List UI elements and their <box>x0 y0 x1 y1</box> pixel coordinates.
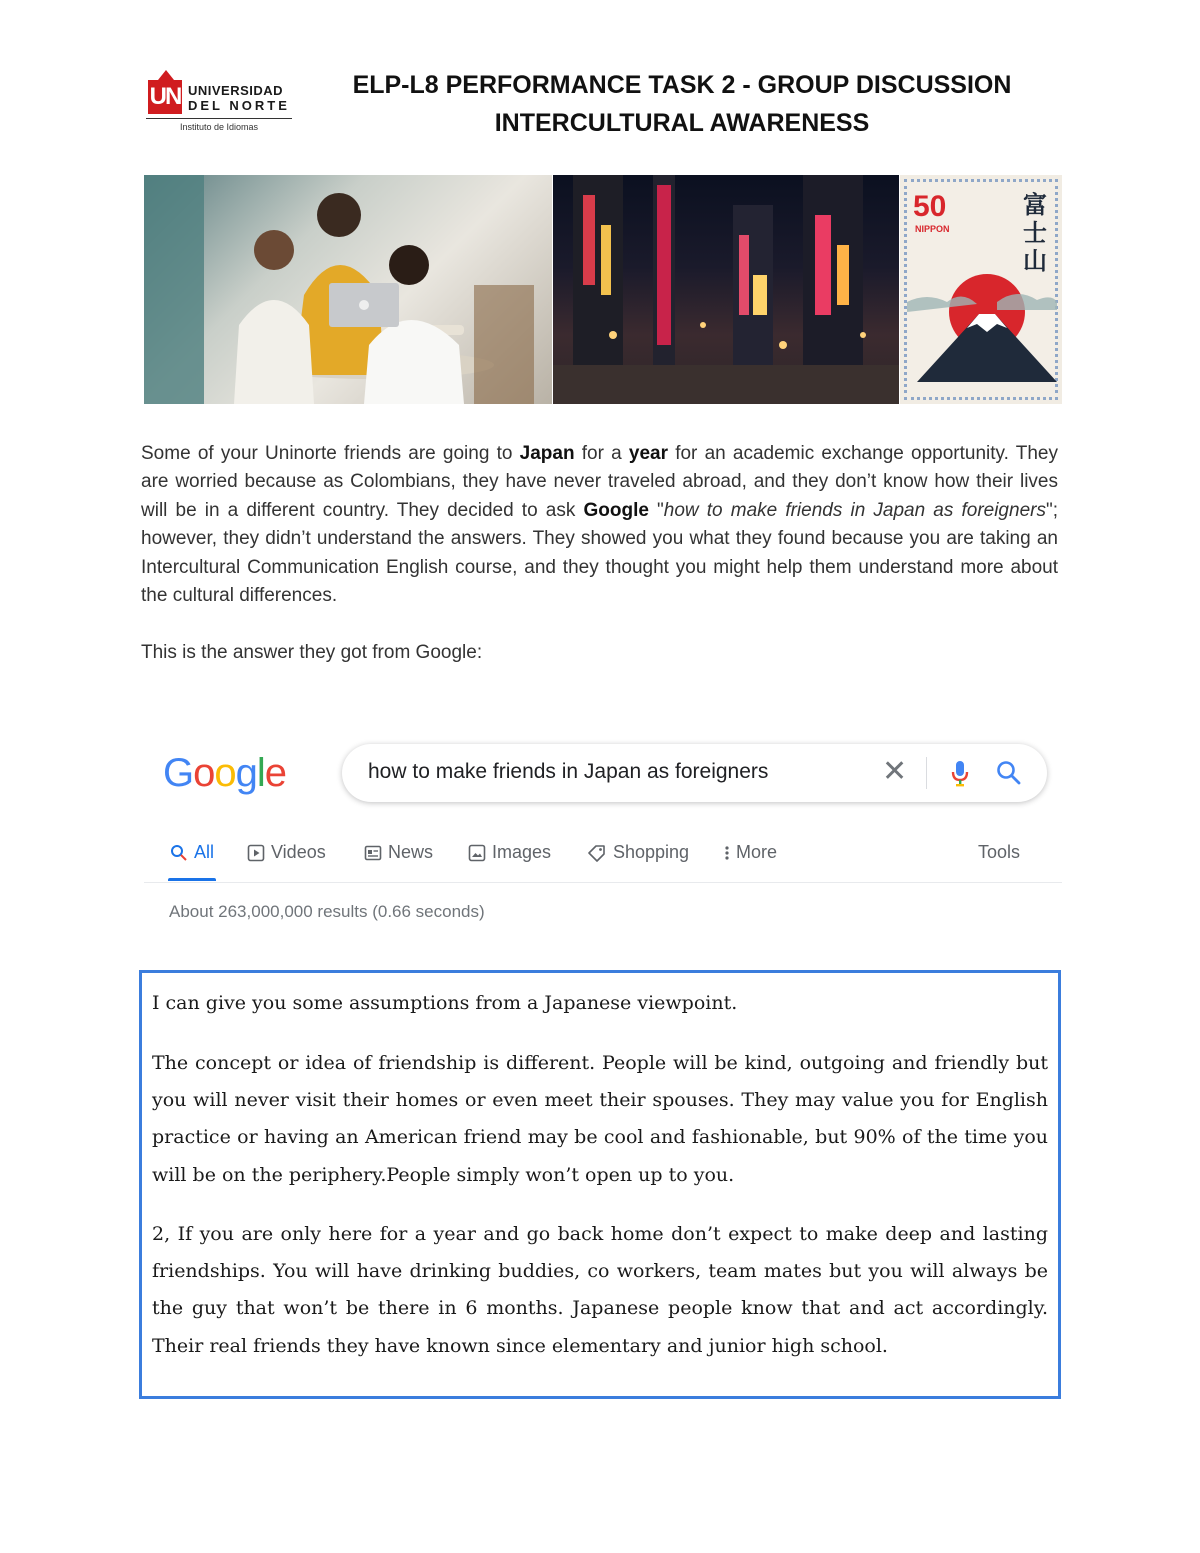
page-title: ELP-L8 PERFORMANCE TASK 2 - GROUP DISCUSSION <box>352 71 1012 99</box>
google-logo[interactable] <box>163 751 286 796</box>
intro-bold-japan: Japan <box>519 443 575 464</box>
tab-news[interactable] <box>364 842 433 863</box>
google-letter-4: g <box>235 751 257 795</box>
answer-paragraph-1: I can give you some assumptions from a Japanese viewpoint. <box>152 992 738 1014</box>
stamp-country: NIPPON <box>915 224 950 234</box>
intro-text-3: for an academic exchange opportunity. They are worried because as Colombians, they have never traveled abroad, and they don’t know how their lives will be in a different country. They decided to ask <box>141 443 1058 521</box>
intro-text-4: " <box>648 499 664 521</box>
logo-rule <box>146 118 292 119</box>
tab-videos[interactable] <box>247 842 326 863</box>
tab-all[interactable] <box>170 842 214 863</box>
google-letter-6: e <box>264 751 287 795</box>
tab-videos-label: Videos <box>271 842 326 862</box>
news-icon <box>364 844 382 862</box>
tab-shopping[interactable] <box>587 842 689 863</box>
tag-icon <box>587 844 607 862</box>
intro-paragraph <box>141 440 1058 610</box>
google-letter-2: o <box>193 751 215 795</box>
intro-text-1: Some of your Uninorte friends are going to <box>141 443 520 464</box>
students-illustration <box>144 175 552 404</box>
intro-italic-query: how to make friends in Japan as foreigners <box>663 499 1046 521</box>
intro-text-5: "; however, they didn’t understand the answers. They showed you what they found because you are taking an Intercultural Communication English course, and they thought you might help them understand more about the cultural differences. <box>141 499 1058 607</box>
tab-more[interactable] <box>724 842 777 863</box>
answer-box <box>139 970 1061 1399</box>
google-letter-3: o <box>214 751 236 795</box>
tools-button[interactable] <box>978 842 1020 863</box>
logo-mark: UN <box>148 80 182 114</box>
tab-news-label: News <box>388 842 434 862</box>
logo-subtitle: Instituto de Idiomas <box>180 122 259 132</box>
image-icon <box>468 844 486 862</box>
stamp-frame <box>904 179 1058 400</box>
microphone-icon[interactable] <box>950 760 970 788</box>
video-icon <box>247 844 265 862</box>
tokyo-street-photo <box>553 175 899 404</box>
logo-line1: UNIVERSIDAD <box>188 83 284 98</box>
tab-images[interactable] <box>468 842 551 863</box>
tools-label: Tools <box>978 842 1021 862</box>
stamp-value: 50 <box>913 190 947 223</box>
page-subtitle: INTERCULTURAL AWARENESS <box>494 109 870 137</box>
results-stats: About 263,000,000 results (0.66 seconds) <box>169 902 485 921</box>
intro-text-2: for a <box>574 443 629 464</box>
search-tabs <box>168 842 1028 882</box>
answer-paragraph-2: The concept or idea of friendship is different. People will be kind, outgoing and friendly but you will never visit their homes or even meet their spouses. They may value you for English practice or having an American friend may be cool and fashionable, but 90% of the time you will be on the periphery.People simply won’t open up to you. <box>152 1052 1048 1186</box>
stamp-kanji: 富士山 <box>1023 192 1047 275</box>
intro-bold-year: year <box>628 443 669 464</box>
search-divider <box>926 757 927 789</box>
google-letter-1: G <box>163 751 194 795</box>
search-input[interactable]: how to make friends in Japan as foreigners <box>368 760 769 783</box>
search-icon <box>170 844 188 862</box>
google-letter-5: l <box>256 751 265 795</box>
intro-bold-google: Google <box>583 499 649 521</box>
tab-all-label: All <box>194 842 215 862</box>
more-vertical-icon <box>724 844 730 862</box>
banner-image <box>144 175 1062 404</box>
active-tab-indicator <box>168 878 216 881</box>
intro-lead-in: This is the answer they got from Google: <box>141 642 483 663</box>
tab-shopping-label: Shopping <box>613 842 690 862</box>
search-box[interactable] <box>342 744 1047 802</box>
answer-paragraph-3: 2, If you are only here for a year and go back home don’t expect to make deep and lasting friendships. You will have drinking buddies, co workers, team mates but you will always be the guy that won’t be there in 6 months. Japanese people know that and act accordingly. Their real friends they have known since elementary and junior high school. <box>152 1223 1048 1357</box>
tab-images-label: Images <box>492 842 552 862</box>
clear-icon[interactable]: ✕ <box>882 755 908 788</box>
tab-more-label: More <box>736 842 778 862</box>
logo-line2: DEL NORTE <box>188 98 290 113</box>
tabs-divider <box>144 882 1062 883</box>
japan-stamp <box>900 175 1062 404</box>
search-icon[interactable] <box>996 760 1022 786</box>
university-logo <box>146 74 292 136</box>
city-illustration <box>553 175 899 404</box>
students-photo <box>144 175 552 404</box>
